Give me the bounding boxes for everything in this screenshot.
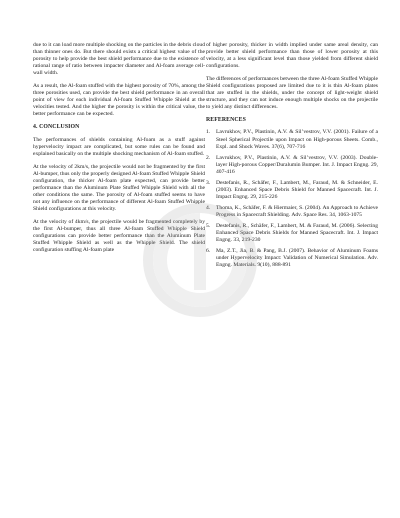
reference-text: Destefanis, R., Schäfer, F., Lambert, M. & Faraud, M. (2006). Selecting Enhanced Space Debris Shields for Manned Spacecraft. Int. J. Impact Engng. 33, 219-230 bbox=[216, 222, 378, 244]
reference-number: 4. bbox=[206, 204, 211, 211]
body-paragraph: due to it can load more multiple shocking on the particles in the debris cloud than thinner ones do. But there should exists a critical highest value of the porosity to help provide the best shield performance due to the existence of rational range of ratio between impacter diameter and Al-foam average cell-wall width. bbox=[33, 42, 205, 77]
references-heading: REFERENCES bbox=[206, 117, 246, 124]
right-column bbox=[206, 42, 378, 273]
reference-number: 3. bbox=[206, 179, 211, 186]
reference-item bbox=[206, 223, 378, 244]
reference-number: 2. bbox=[206, 154, 211, 161]
body-paragraph: The performances of shields containing Al-foam as a stuff against hypervelocity impact are complicated, but some rules can be found and explained basically on the multiple shocking mechanism of Al-foam stuffed. bbox=[33, 136, 205, 157]
body-paragraph: At the velocity of 4km/s, the projectile would be fragmented completely by the first Al-bumper, thus all three Al-foam Stuffed Whipple Shield configurations can provide better performance than the Aluminum Plate Stuffed Whipple Shield as well as the Whipple Shield. The shield configuration stuffing Al-foam plate bbox=[33, 218, 205, 254]
reference-number: 6. bbox=[206, 248, 211, 255]
reference-text: Lavrukhov, P.V., Plastinin, A.V. & Sil’vestrov, V.V. (2003). Double-layer High-porous Copper/Duralumin Bumper. Int. J. Impact Engng. 29, 407-416 bbox=[216, 154, 378, 175]
reference-number: 1. bbox=[206, 129, 211, 136]
left-column bbox=[33, 42, 205, 260]
body-paragraph: As a result, the Al-foam stuffed with the highest porosity of 70%, among the three porosities used, can provide the best shield performance in an overall point of view for each individual Al-foam Stuffed Whipple Shield at the velocities tested. And the higher the porosity is within the critical value, the better performance can be expected. bbox=[33, 83, 205, 118]
reference-item bbox=[206, 180, 378, 201]
reference-text: Ma, Z.T., Jia, B. & Pang, B.J. (2007). Behavior of Aluminum Foams under Hypervelocity Impact: Validation of Numerical Simulation. Adv. Engng. Materials. 9(10), 888-891 bbox=[216, 248, 378, 269]
reference-list bbox=[206, 129, 378, 269]
body-paragraph: of higher porosity, thicker in width implied under same areal density, can provide better shield performance than those of lower porosity at this velocity, at a less significant level than those yielded from different shield configurations. bbox=[206, 42, 378, 70]
body-paragraph: The differences of performances between the three Al-foam Stuffed Whipple Shield configurations proposed are limited due to it is thin Al-foam plates that are stuffed in the shields, under the concept of light-weight shield structure, and they can not induce enough multiple shocks on the projectile to yield any distinct differences. bbox=[206, 76, 378, 111]
section-heading: 4. CONCLUSION bbox=[33, 124, 80, 131]
reference-item bbox=[206, 155, 378, 176]
reference-number: 5. bbox=[206, 222, 211, 229]
reference-item bbox=[206, 205, 378, 219]
body-paragraph: At the velocity of 2km/s, the projectile would not be fragmented by the first Al-bumper, thus only the properly designed Al-foam Stuffed Whipple Shield configuration, the thicker Al-foam plate expected, can provide better performance than the Aluminum Plate Stuffed Whipple Shield with all the other conditions the same. The porosity of Al-foam stuffed seems to have not any influence on the performance of different Al-foam Stuffed Whipple Shield configurations at this velocity. bbox=[33, 163, 205, 212]
reference-text: Lavrukhov, P.V., Plastinin, A.V. & Sil’vestrov, V.V. (2001). Failure of a Steel Spherical Projectile upon Impact on High-porous Sheets. Comb., Expl. and Shock Waves. 37(6), 707-716 bbox=[216, 129, 378, 150]
reference-item bbox=[206, 129, 378, 150]
reference-item bbox=[206, 248, 378, 269]
reference-text: Thoma, K., Schäfer, F. & Hiermaier, S. (2004). An Approach to Achieve Progress in Spacecraft Shielding. Adv. Space Res. 34, 1063-1075 bbox=[216, 204, 378, 218]
reference-text: Destefanis, R., Schäfer, F., Lambert, M., Faraud, M. & Schneider, E. (2003). Enhanced Space Debris Shield for Manned Spacecraft. Int. J. Impact Engng. 29, 215-226 bbox=[216, 179, 378, 200]
